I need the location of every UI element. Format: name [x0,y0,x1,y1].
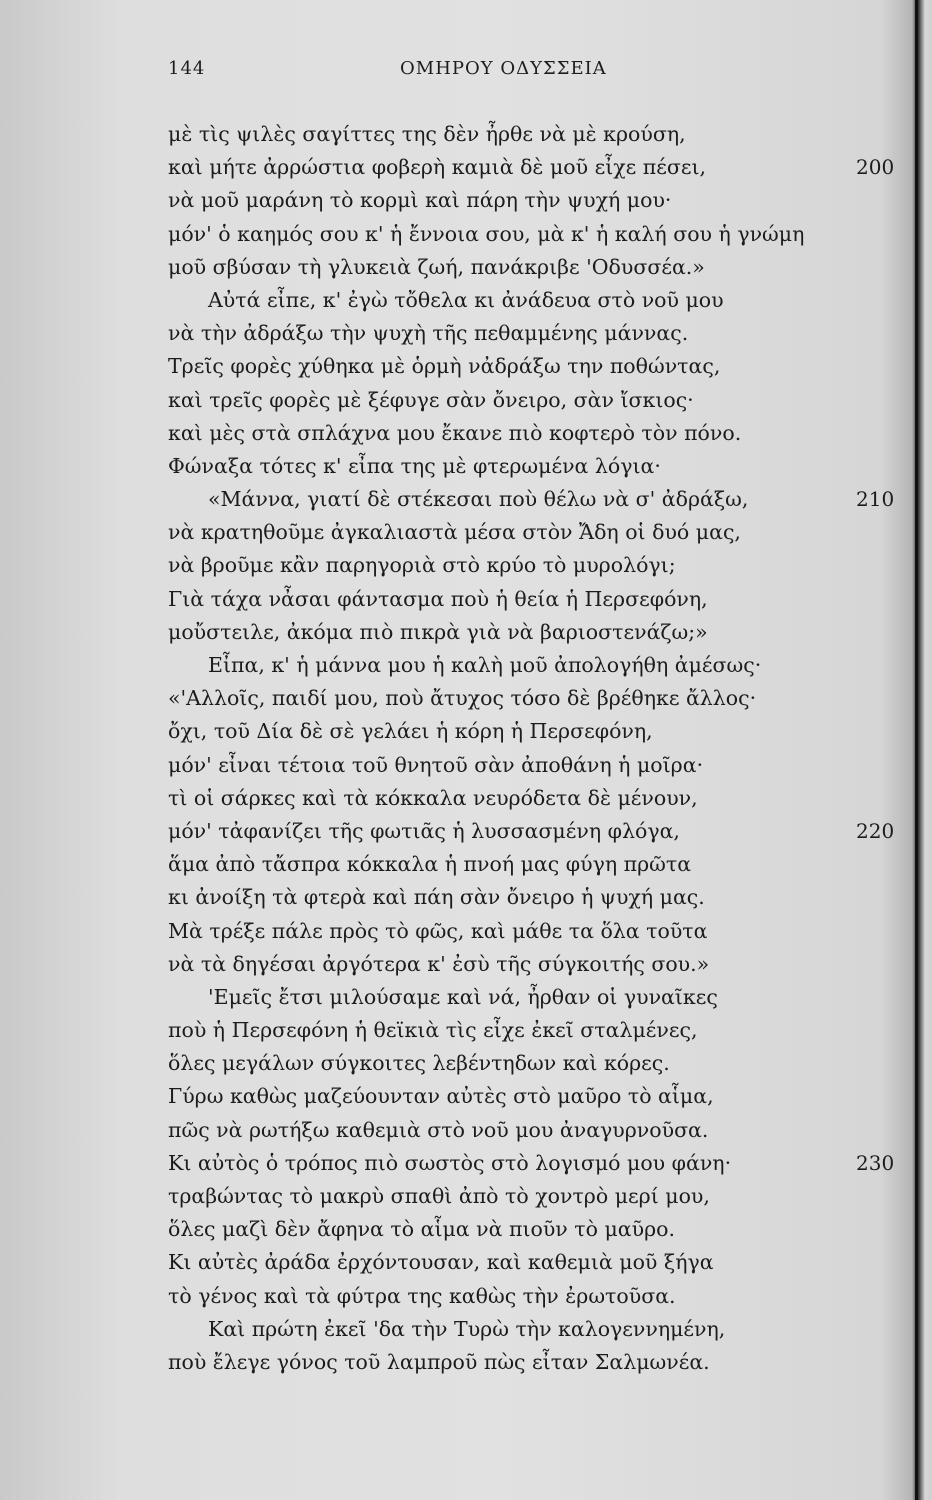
verse-line-text: νὰ τὴν ἀδράξω τὴν ψυχὴ τῆς πεθαμμένης μάννας. [168,321,689,346]
verse-line [168,1280,908,1313]
verse-line [168,251,908,284]
verse-line [168,151,908,184]
verse-line [168,915,908,948]
verse-line [168,1313,908,1346]
verse-line [168,1114,908,1147]
verse-line-text: πῶς νὰ ρωτήξω καθεμιὰ στὸ νοῦ μου ἀναγυρνοῦσα. [168,1117,709,1142]
line-number: 230 [856,1150,895,1175]
verse-line-text: τραβώντας τὸ μακρὺ σπαθὶ ἀπὸ τὸ χοντρὸ μερί μου, [168,1184,710,1208]
verse-line [168,682,908,715]
verse-line [168,782,908,815]
verse-line [168,1080,908,1113]
verse-line [168,715,908,748]
verse-line-text: τὸ γένος καὶ τὰ φύτρα της καθὼς τὴν ἐρωτοῦσα. [168,1283,676,1308]
verse-line [168,749,908,782]
verse-line [168,1147,908,1180]
verse-line-text: Τρεῖς φορὲς χύθηκα μὲ ὁρμὴ νἀδράξω την ποθώντας, [168,354,721,379]
verse-line-text: Φώναξα τότες κ' εἶπα της μὲ φτερωμένα λόγια· [168,453,661,478]
verse-line-text: κι ἀνοίξη τὰ φτερὰ καὶ πάη σὰν ὄνειρο ἡ ψυχή μας. [168,885,705,910]
verse-line-text: «Μάννα, γιατί δὲ στέκεσαι ποὺ θέλω νὰ σ' ἀδράξω, [208,487,749,512]
verse-line-text: Μὰ τρέξε πάλε πρὸς τὸ φῶς, καὶ μάθε τα ὅλα τοῦτα [168,918,708,943]
verse-line [168,1047,908,1080]
book-spine-edge [915,0,918,1500]
verse-line-text: μοῦ σβύσαν τὴ γλυκειὰ ζωή, πανάκριβε 'Οδυσσέα.» [168,254,705,279]
verse-line-text: «'Αλλοῖς, παιδί μου, ποὺ ἄτυχος τόσο δὲ βρέθηκε ἄλλος· [168,686,757,711]
verse-line [168,317,908,350]
verse-line [168,350,908,383]
verse-line [168,881,908,914]
verse-line-text: ὅλες μαζὶ δὲν ἄφηνα τὸ αἷμα νὰ πιοῦν τὸ μαῦρο. [168,1217,676,1242]
verse-line [168,1180,908,1213]
verse-line [168,417,908,450]
verse-line [168,218,908,251]
verse-line [168,1246,908,1279]
verse-line-text: Γύρω καθὼς μαζεύουνταν αὐτὲς στὸ μαῦρο τὸ αἷμα, [168,1084,714,1109]
verse-line-text: Εἶπα, κ' ἡ μάννα μου ἡ καλὴ μοῦ ἀπολογήθη ἀμέσως· [208,653,762,677]
page-header [0,58,932,88]
verse-line-text: νὰ κρατηθοῦμε ἀγκαλιαστὰ μέσα στὸν Ἄδη οἱ δυό μας, [168,520,741,545]
verse-line-text: καὶ τρεῖς φορὲς μὲ ξέφυγε σὰν ὄνειρο, σὰν ἴσκιος· [168,387,694,412]
verse-line [168,516,908,549]
verse-line-text: μοὔστειλε, ἀκόμα πιὸ πικρὰ γιὰ νὰ βαριοστενάζω;» [168,619,708,644]
verse-line [168,583,908,616]
verse-line [168,616,908,649]
verse-line-text: τὶ οἱ σάρκες καὶ τὰ κόκκαλα νευρόδετα δὲ μένουν, [168,785,698,810]
verse-line [168,815,908,848]
verse-line [168,549,908,582]
line-number: 220 [856,818,895,843]
verse-line [168,1346,908,1379]
verse-line-text: Κι αὐτὸς ὁ τρόπος πιὸ σωστὸς στὸ λογισμό μου φάνη· [168,1150,732,1175]
verse-line-text: ἅμα ἀπὸ τἄσπρα κόκκαλα ἡ πνοή μας φύγη πρῶτα [168,852,692,877]
verse-line [168,848,908,881]
verse-line-text: μὲ τὶς ψιλὲς σαγίττες της δὲν ἦρθε νὰ μὲ κρούση, [168,122,686,146]
verse-line [168,1213,908,1246]
verse-line-text: νὰ τὰ δηγέσαι ἀργότερα κ' ἐσὺ τῆς σύγκοιτής σου.» [168,951,710,976]
verse-line-text: ποὺ ἔλεγε γόνος τοῦ λαμπροῦ πὼς εἶταν Σαλμωνέα. [168,1349,710,1374]
verse-line-text: καὶ μὲς στὰ σπλάχνα μου ἔκανε πιὸ κοφτερὸ τὸν πόνο. [168,420,742,445]
verse-line-text: Καὶ πρώτη ἐκεῖ 'δα τὴν Τυρὼ τὴν καλογεννημένη, [208,1316,726,1341]
verse-line [168,118,908,151]
verse-line-text: ὄχι, τοῦ Δία δὲ σὲ γελάει ἡ κόρη ἡ Περσεφόνη, [168,719,653,744]
verse-line [168,649,908,682]
verse-line-text: μόν' τἀφανίζει τῆς φωτιᾶς ἡ λυσσασμένη φλόγα, [168,818,680,843]
line-number: 200 [856,155,895,180]
verse-line-text: νὰ βροῦμε κἂν παρηγοριὰ στὸ κρύο τὸ μυρολόγι; [168,553,676,578]
verse-line [168,184,908,217]
verse-line-text: καὶ μήτε ἀρρώστια φοβερὴ καμιὰ δὲ μοῦ εἶχε πέσει, [168,155,707,180]
verse-line [168,284,908,317]
verse-line-text: μόν' ὁ καημός σου κ' ἡ ἔννοια σου, μὰ κ' ἡ καλή σου ἡ γνώμη [168,221,805,246]
running-title: ΟΜΗΡΟΥ ΟΔΥΣΣΕΙΑ [400,58,607,79]
verse-line [168,483,908,516]
verse-text [168,118,908,1379]
verse-line [168,450,908,483]
line-number: 210 [856,487,895,512]
verse-line-text: ὅλες μεγάλων σύγκοιτες λεβέντηδων καὶ κόρες. [168,1051,670,1076]
verse-line-text: Κι αὐτὲς ἀράδα ἐρχόντουσαν, καὶ καθεμιὰ μοῦ ξήγα [168,1250,714,1275]
verse-line-text: νὰ μοῦ μαράνη τὸ κορμὶ καὶ πάρη τὴν ψυχή μου· [168,188,672,213]
verse-line-text: μόν' εἶναι τέτοια τοῦ θνητοῦ σὰν ἀποθάνη ἡ μοῖρα· [168,752,704,777]
verse-line [168,1014,908,1047]
page-number: 144 [168,58,206,79]
verse-line-text: Γιὰ τάχα νἆσαι φάντασμα ποὺ ἡ θεία ἡ Περσεφόνη, [168,586,708,611]
verse-line-text: ποὺ ἡ Περσεφόνη ἡ θεϊκιὰ τὶς εἶχε ἐκεῖ σταλμένες, [168,1018,698,1043]
verse-line [168,384,908,417]
verse-line [168,948,908,981]
verse-line-text: Αὐτά εἶπε, κ' ἐγὼ τὄθελα κι ἀνάδευα στὸ νοῦ μου [208,287,724,312]
verse-line [168,981,908,1014]
verse-line-text: 'Εμεῖς ἔτσι μιλούσαμε καὶ νά, ἦρθαν οἱ γυναῖκες [208,984,718,1009]
